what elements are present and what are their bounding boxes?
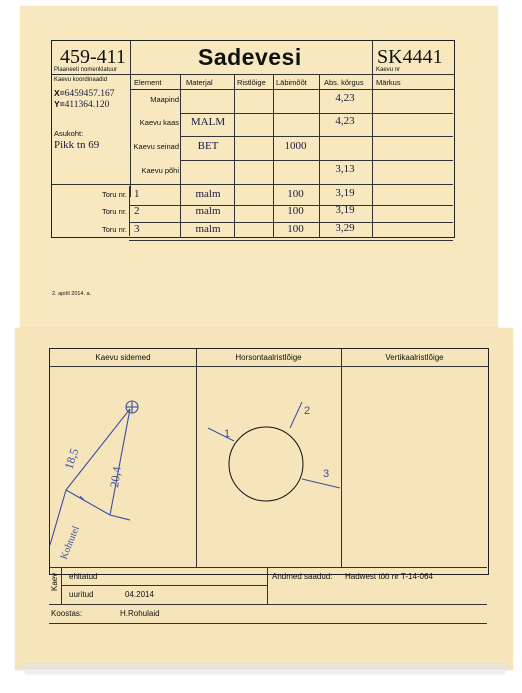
pipe-label-3: 3	[323, 468, 330, 480]
row-material: BET	[197, 140, 219, 152]
pipe-material: malm	[195, 205, 221, 217]
distance-1: 18,5	[61, 446, 82, 471]
pipe-height: 3,29	[335, 222, 355, 234]
coord-y: Y=411364.120	[54, 99, 110, 110]
col-crosssection: Ristlõige	[237, 78, 266, 87]
pipe-label: Toru nr.	[101, 207, 127, 216]
pipe-material: malm	[195, 223, 221, 235]
well-number: SK4441	[377, 46, 443, 68]
page-title: Sadevesi	[198, 44, 302, 70]
connections-sketch	[50, 401, 138, 545]
well-number-label: Kaevu nr	[376, 67, 401, 73]
horizontal-section	[208, 402, 340, 501]
pipe-label-2: 2	[304, 405, 311, 417]
distance-2: 20,4	[107, 465, 124, 489]
sketch-label: Kohtutel	[58, 524, 82, 562]
location-value: Pikk tn 69	[54, 139, 100, 151]
col-horizontal: Horsontaalristlõige	[235, 353, 302, 362]
compiled-by-label: Koostas:	[51, 609, 83, 618]
pipe-diameter: 100	[287, 188, 304, 200]
pipe-label: Toru nr.	[101, 225, 127, 234]
col-abs-height: Abs. kõrgus	[324, 78, 364, 87]
row-diameter: 1000	[284, 140, 307, 152]
col-diameter: Läbimõõt	[276, 78, 307, 87]
col-notes: Märkus	[376, 78, 401, 87]
map-sheet-code: 459-411	[60, 46, 126, 68]
surveyed-label: uuritud	[69, 590, 94, 599]
col-material: Materjal	[186, 78, 213, 87]
built-label: ehitatud	[69, 572, 98, 581]
pipe-number: 1	[134, 188, 140, 200]
col-vertical: Vertikaalristlõige	[385, 353, 444, 362]
row-element: Kaevu kaas	[139, 118, 179, 127]
date-note: 2. aprill 2014. a.	[52, 291, 92, 297]
compiled-by-value: H.Rohulaid	[120, 609, 160, 618]
pipe-material: malm	[195, 188, 221, 200]
row-height: 4,23	[335, 115, 355, 127]
row-element: Kaevu põhi	[141, 166, 179, 175]
surveyed-value: 04.2014	[125, 590, 154, 599]
col-element: Element	[134, 78, 162, 87]
well-circle	[229, 427, 303, 501]
row-height: 3,13	[335, 163, 355, 175]
row-element: Kaevu seinad	[133, 142, 179, 151]
pipe-diameter: 100	[287, 205, 304, 217]
row-element: Maapind	[150, 95, 179, 104]
form-footer	[49, 567, 487, 623]
pipe-number: 3	[134, 223, 140, 235]
row-material: MALM	[190, 116, 226, 128]
well-label: Kaev	[50, 572, 59, 591]
data-source-label: Andmed saadud:	[272, 572, 333, 581]
pipe-height: 3,19	[335, 187, 355, 199]
data-source-value: Hadwest töö nr T-14-064	[345, 572, 433, 581]
coord-x: X=6459457.167	[54, 88, 115, 99]
pipe-diameter: 100	[287, 223, 304, 235]
col-connections: Kaevu sidemed	[95, 353, 151, 362]
pipe-label-1: 1	[224, 428, 231, 440]
coords-label: Kaevu koordinaadid	[54, 77, 108, 83]
pipe-number: 2	[134, 205, 140, 217]
row-height: 4,23	[335, 92, 355, 104]
location-label: Asukoht:	[54, 129, 84, 138]
map-sheet-label: Plaaneeti nomenklatuur	[54, 67, 118, 73]
pipe-label: Toru nr.	[101, 190, 127, 199]
pipe-height: 3,19	[335, 204, 355, 216]
